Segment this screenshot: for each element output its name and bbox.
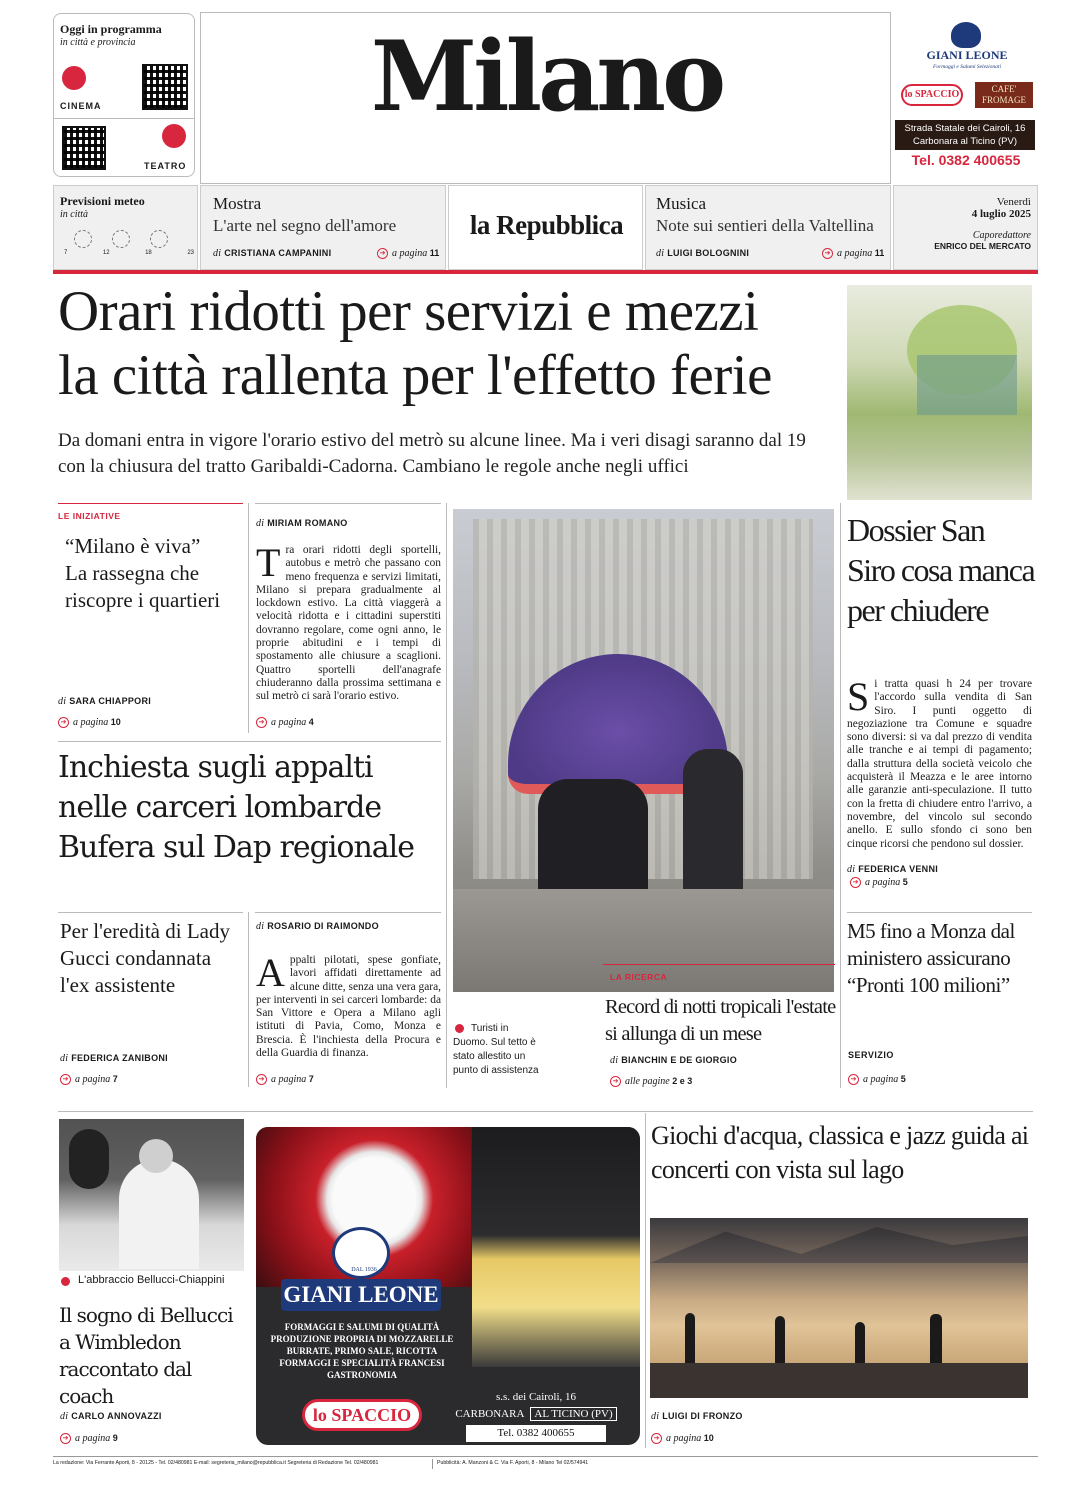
sansiro-page: 5 <box>902 877 908 887</box>
mostra-teaser[interactable] <box>200 185 446 270</box>
a-pagina-label: a pagina <box>837 248 873 259</box>
masthead: Milano <box>370 20 723 133</box>
bellucci-page-ref[interactable] <box>60 1433 118 1444</box>
bottom-address2b: AL TICINO (PV) <box>530 1407 616 1421</box>
a-pagina-label: a pagina <box>73 717 109 728</box>
ricerca-title[interactable]: Record di notti tropicali l'estate si allunga di un mese <box>605 996 836 1045</box>
meteo-hours <box>64 250 194 256</box>
mostra-section: Mostra <box>213 194 262 213</box>
a-pagina-label: a pagina <box>863 1074 899 1085</box>
arrow-icon: ➔ <box>822 248 833 259</box>
program-title: Oggi in programma <box>60 22 162 36</box>
bottom-ad-spaccio: lo SPACCIO <box>302 1399 422 1431</box>
bottom-ad-description <box>256 1321 468 1381</box>
ricerca-byline <box>610 1055 737 1066</box>
di-label: di <box>610 1055 619 1066</box>
appalti-body <box>256 950 441 1060</box>
top-ad-cafe <box>975 82 1033 108</box>
top-advert[interactable] <box>893 14 1041 174</box>
bottom-ad-address <box>446 1389 626 1442</box>
bottom-address1: s.s. dei Cairoli, 16 <box>495 1391 577 1403</box>
date-full: 4 luglio 2025 <box>971 208 1031 220</box>
bellucci-photo[interactable] <box>59 1119 244 1271</box>
arrow-icon: ➔ <box>256 717 267 728</box>
date-box <box>893 185 1038 270</box>
mostra-page-ref[interactable] <box>377 248 439 259</box>
gucci-page: 7 <box>112 1074 118 1084</box>
weather-icons <box>64 230 194 252</box>
cinema-qr-code[interactable] <box>142 64 188 110</box>
address-line1: Strada Statale dei Cairoli, 16 <box>904 123 1026 134</box>
ricerca-page-ref[interactable] <box>610 1076 692 1087</box>
musica-page: 11 <box>874 248 885 258</box>
di-label: di <box>656 248 665 259</box>
gucci-author: FEDERICA ZANIBONI <box>71 1053 168 1063</box>
arrow-icon: ➔ <box>60 1433 71 1444</box>
theater-mask-icon[interactable] <box>162 124 186 148</box>
desc-line: PRODUZIONE PROPRIA DI MOZZARELLE <box>270 1334 454 1344</box>
appalti-page: 7 <box>308 1074 314 1084</box>
camera-icon <box>61 1277 70 1286</box>
a-pagina-label: a pagina <box>666 1433 702 1444</box>
lago-byline <box>651 1411 743 1422</box>
lago-author: LUIGI DI FRONZO <box>662 1411 743 1421</box>
hour-label: 23 <box>187 250 194 256</box>
m5-title[interactable]: M5 fino a Monza dal ministero assicurano “Pronti 100 milioni” <box>847 919 1015 997</box>
top-ad-spaccio: lo SPACCIO <box>901 84 963 106</box>
desc-line: GASTRONOMIA <box>326 1370 397 1380</box>
musica-author: LUIGI BOLOGNINI <box>667 248 750 258</box>
date-day: Venerdì <box>996 196 1031 208</box>
lead-deck: Da domani entra in vigore l'orario estivo del metrò su alcune linee. Ma i veri disagi saranno dal 19 con la chiusura del tratto Garibaldi-Cadorna. Cambiano le regole anche negli uffici <box>58 430 806 477</box>
appalti-text: ppalti pilotati, spese gonfiate, lavori affidati direttamente ad alcune ditte, senza una vera gara, per interventi in sei carceri lombarde: da San Vittore e Opera a Milano agli istituti di Pavia, Como, Monza e Brescia. È l'inchiesta della Procura e della Guardia di finanza. <box>256 954 441 1060</box>
a-pagina-label: a pagina <box>271 717 307 728</box>
gucci-title[interactable]: Per l'eredità di Lady Gucci condannata l'ex assistente <box>60 919 230 997</box>
lead-article-text: ra orari ridotti degli sportelli, autobus e metrò che passano con meno frequenza e servizi limitati, Milano si prepara gradualmente al lockdown estivo. La città viaggerà a velocità ridotta e i cittadini superstiti dovranno regolare, come ogni anno, le proprie abitudini e i tempi di spostamento alle chiusure a scaglioni. Quattro sportelli dell'anagrafe chiuderanno dalla prossima settimana e sul metrò ci sarà l'orario estivo. <box>256 544 441 703</box>
gucci-byline <box>60 1053 168 1064</box>
program-subtitle: in città e provincia <box>60 37 136 48</box>
iniziative-title[interactable]: “Milano è viva” La rassegna che riscopre i quartieri <box>65 534 221 612</box>
musica-page-ref[interactable] <box>822 248 884 259</box>
arrow-icon: ➔ <box>651 1433 662 1444</box>
lead-article-byline <box>256 518 348 529</box>
appalti-byline <box>256 921 379 932</box>
desc-line: BURRATE, PRIMO SALE, RICOTTA <box>286 1346 438 1356</box>
bottom-ad-brand-top: DAL 1936 <box>351 1267 377 1273</box>
lead-headline[interactable] <box>58 280 848 408</box>
iniziative-byline <box>58 696 151 707</box>
ricerca-kicker: LA RICERCA <box>610 972 668 982</box>
republica-logo-box <box>448 185 643 270</box>
lead-article-body <box>256 540 441 704</box>
lead-article-page: 4 <box>308 717 314 727</box>
ricerca-author: BIANCHIN E DE GIORGIO <box>621 1055 738 1065</box>
bellucci-page: 9 <box>112 1433 118 1443</box>
cinema-label[interactable]: CINEMA <box>60 101 102 111</box>
bellucci-byline <box>60 1411 162 1422</box>
republica-logo: la Repubblica <box>469 210 624 240</box>
inchiesta-headline[interactable]: Inchiesta sugli appalti nelle carceri lombarde Bufera sul Dap regionale <box>58 750 415 865</box>
photo-caption: Turisti in Duomo. Sul tetto è stato allestito un punto di assistenza <box>453 1023 539 1076</box>
meteo-title: Previsioni meteo <box>60 194 145 208</box>
di-label: di <box>256 518 265 529</box>
hour-label: 12 <box>102 250 110 256</box>
teatro-label[interactable]: TEATRO <box>144 161 187 171</box>
top-ad-brand-sub: Formaggi e Salumi Selezionati <box>933 64 1001 70</box>
m5-page: 5 <box>900 1074 906 1084</box>
musica-teaser[interactable] <box>645 185 891 270</box>
musica-section: Musica <box>656 194 707 213</box>
arrow-icon: ➔ <box>610 1076 621 1087</box>
cafe-line1: CAFE' <box>991 84 1017 94</box>
footer-pubblicita: Pubblicità: A. Manzoni & C. Via F. Aporti, 8 - Milano Tel 02/574941 <box>437 1460 589 1466</box>
dropcap: S <box>847 674 870 719</box>
bottom-advert[interactable] <box>256 1127 640 1445</box>
lead-headline-line2: la città rallenta per l'effetto ferie <box>58 344 772 407</box>
di-label: di <box>60 1053 69 1064</box>
sansiro-page-ref[interactable] <box>850 877 908 888</box>
sun-icon <box>112 230 130 248</box>
sansiro-title[interactable]: Dossier San Siro cosa manca per chiudere <box>847 512 1035 628</box>
di-label: di <box>213 248 222 259</box>
iniziative-page: 10 <box>110 717 121 727</box>
meteo-box <box>53 185 198 270</box>
red-rule <box>53 270 1038 274</box>
caporedattore-name: ENRICO DEL MERCATO <box>934 241 1031 251</box>
mostra-author: CRISTIANA CAMPANINI <box>224 248 332 258</box>
di-label: di <box>60 1411 69 1422</box>
teatro-qr-code[interactable] <box>62 126 106 170</box>
a-pagina-label: a pagina <box>271 1074 307 1085</box>
bottom-ad-brand: GIANI LEONE <box>281 1279 441 1311</box>
top-ad-phone: Tel. 0382 400655 <box>911 152 1021 168</box>
desc-line: FORMAGGI E SPECIALITÀ FRANCESI <box>279 1358 445 1368</box>
stadium-render-image[interactable] <box>847 285 1032 500</box>
desc-line: FORMAGGI E SALUMI DI QUALITÀ <box>284 1322 440 1332</box>
bottom-address2 <box>446 1406 626 1423</box>
sansiro-body <box>847 674 1032 851</box>
di-label: di <box>58 696 67 707</box>
film-reel-icon[interactable] <box>62 66 86 90</box>
dropcap: A <box>256 950 285 995</box>
top-ad-brand: GIANI LEONE <box>926 48 1008 62</box>
musica-byline <box>656 248 749 259</box>
mostra-title: L'arte nel segno dell'amore <box>213 216 397 235</box>
arrow-icon: ➔ <box>850 877 861 888</box>
di-label: di <box>847 864 856 875</box>
program-box <box>53 13 195 177</box>
dropcap: T <box>256 540 281 585</box>
iniziative-author: SARA CHIAPPORI <box>69 696 152 706</box>
lead-article-author: MIRIAM ROMANO <box>267 518 348 528</box>
alle-pagine-label: alle pagine <box>625 1076 670 1087</box>
bellucci-author: CARLO ANNOVAZZI <box>71 1411 162 1421</box>
footer-redazione: La redazione: Via Ferrante Aporti, 8 - 20125 - Tel. 02/480981 E-mail: segreteria_milano@repubblica.it Segreteria di Redazione Tel. 02/480981 <box>53 1460 379 1466</box>
mostra-byline <box>213 248 331 259</box>
gucci-page-ref[interactable] <box>60 1074 118 1085</box>
meteo-subtitle: in città <box>60 209 89 220</box>
sansiro-author: FEDERICA VENNI <box>858 864 939 874</box>
lake-concert-photo[interactable] <box>650 1218 1028 1398</box>
a-pagina-label: a pagina <box>75 1433 111 1444</box>
lago-page-ref[interactable] <box>651 1433 714 1444</box>
a-pagina-label: a pagina <box>865 877 901 888</box>
cafe-line2: FROMAGE <box>981 95 1026 105</box>
iniziative-kicker: LE INIZIATIVE <box>58 511 121 521</box>
masthead-box <box>200 12 891 184</box>
cheese-image <box>472 1127 640 1367</box>
duomo-photo[interactable] <box>453 509 834 992</box>
sansiro-text: i tratta quasi h 24 per trovare l'accordo sulla vendita di San Siro. I punti oggetto di negoziazione tra Comune e squadre sono diversi: si va dal prezzo di vendita alle tranche e ai tempi di pagamento; dalla struttura della società veicolo che acquisterà il Meazza e le aree intorno alle garanzie anti-speculazione. Il tutto con la fretta di chiudere entro l'arrivo, a novembre, del vincolo sul secondo anello. E sullo sfondo ci sono ben cinque ricorsi che pendono sul dossier. <box>847 678 1032 850</box>
lead-headline-line1: Orari ridotti per servizi e mezzi <box>58 280 759 343</box>
arrow-icon: ➔ <box>848 1074 859 1085</box>
hour-label: 7 <box>64 250 68 256</box>
di-label: di <box>256 921 265 932</box>
hour-label: 18 <box>145 250 152 256</box>
m5-label: SERVIZIO <box>848 1050 894 1060</box>
bottom-ad-phone: Tel. 0382 400655 <box>466 1425 606 1442</box>
lead-article-page-ref[interactable] <box>256 717 314 728</box>
address-line2: Carbonara al Ticino (PV) <box>912 136 1018 147</box>
m5-page-ref[interactable] <box>848 1074 906 1085</box>
arrow-icon: ➔ <box>377 248 388 259</box>
arrow-icon: ➔ <box>58 717 69 728</box>
bellucci-caption: L'abbraccio Bellucci-Chiappini <box>78 1274 225 1286</box>
appalti-page-ref[interactable] <box>256 1074 314 1085</box>
mostra-page: 11 <box>429 248 440 258</box>
sun-icon <box>74 230 92 248</box>
lago-page: 10 <box>703 1433 714 1443</box>
bellucci-title[interactable]: Il sogno di Bellucci a Wimbledon raccontato dal coach <box>59 1303 233 1408</box>
top-ad-address <box>895 120 1035 150</box>
lion-logo-icon <box>951 22 981 48</box>
lago-title[interactable]: Giochi d'acqua, classica e jazz guida ai concerti con vista sul lago <box>651 1121 1029 1184</box>
sansiro-byline <box>847 864 938 875</box>
arrow-icon: ➔ <box>60 1074 71 1085</box>
a-pagina-label: a pagina <box>75 1074 111 1085</box>
iniziative-page-ref[interactable] <box>58 717 121 728</box>
di-label: di <box>651 1411 660 1422</box>
arrow-icon: ➔ <box>256 1074 267 1085</box>
musica-title: Note sui sentieri della Valtellina <box>656 216 874 235</box>
appalti-author: ROSARIO DI RAIMONDO <box>267 921 379 931</box>
caporedattore-label: Caporedattore <box>972 230 1031 241</box>
bottom-address2a: CARBONARA <box>455 1408 525 1420</box>
sun-icon <box>150 230 168 248</box>
a-pagina-label: a pagina <box>392 248 428 259</box>
ricerca-pages: 2 e 3 <box>672 1076 693 1086</box>
